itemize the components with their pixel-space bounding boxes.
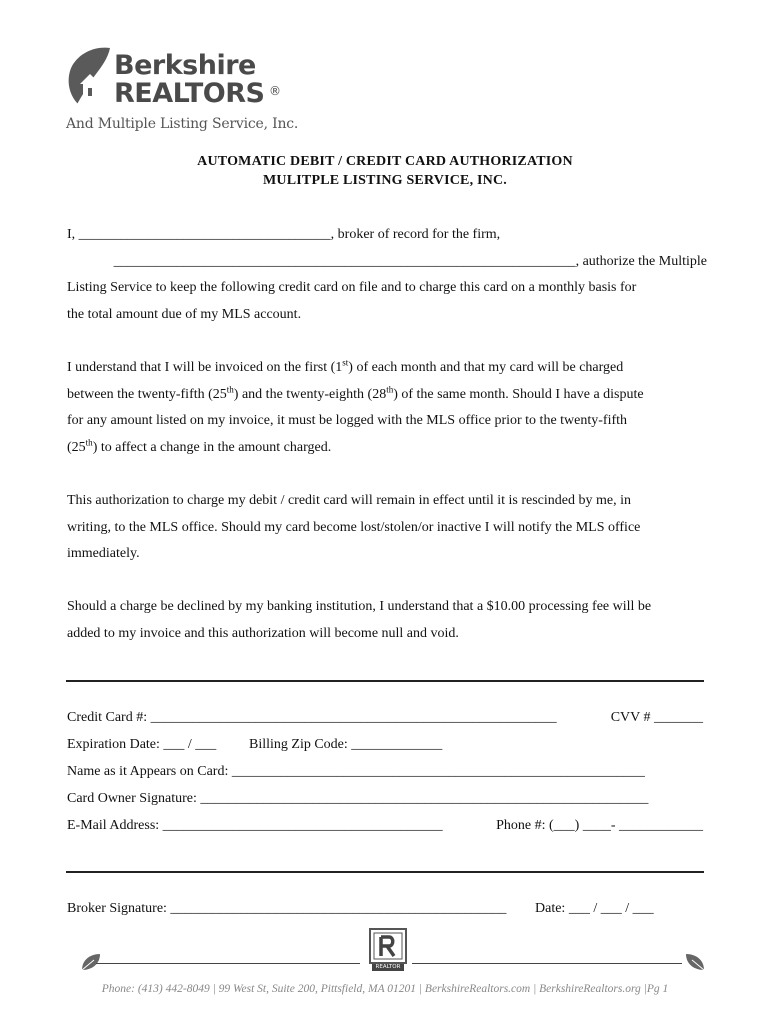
expiration-row [67, 737, 703, 753]
paragraph-line: for any amount listed on my invoice, it must be logged with the MLS office prior to the twenty-fifth [67, 413, 628, 429]
realtor-logo [368, 928, 408, 972]
phone-field[interactable]: Phone #: (___) ____- ____________ [496, 818, 703, 833]
document-title: AUTOMATIC DEBIT / CREDIT CARD AUTHORIZATION [197, 154, 573, 169]
realtor-label: REALTOR [375, 964, 401, 970]
section-divider [66, 871, 704, 873]
name-on-card-row [67, 764, 703, 780]
leaf-left-icon [80, 952, 102, 972]
paragraph-line: Listing Service to keep the following credit card on file and to charge this card on a monthly basis for [67, 280, 637, 296]
house-leaf-icon [66, 44, 116, 110]
paragraph-line: added to my invoice and this authorization will become null and void. [67, 625, 459, 641]
rescind-paragraph [67, 488, 707, 568]
billing-schedule-paragraph [67, 355, 707, 462]
paragraph-line: This authorization to charge my debit / credit card will remain in effect until it is rescinded by me, in [67, 493, 631, 508]
date-field[interactable]: Date: ___ / ___ / ___ [535, 901, 654, 916]
credit-card-field[interactable]: Credit Card #: __________________________________________________________ [67, 710, 557, 725]
email-field[interactable]: E-Mail Address: ________________________________________ [67, 818, 443, 833]
paragraph-line: Should a charge be declined by my banking institution, I understand that a $10.00 processing fee will be [67, 599, 652, 614]
paragraph-line: (25th) to affect a change in the amount charged. [67, 437, 332, 456]
registered-mark: ® [269, 84, 281, 98]
section-divider [66, 680, 704, 682]
footer-contact-info: Phone: (413) 442-8049 | 99 West St, Suite 200, Pittsfield, MA 01201 | BerkshireRealtors.com | BerkshireRealtors.org |Pg 1 [101, 983, 669, 995]
decline-fee-paragraph [67, 594, 707, 647]
paragraph-line: I understand that I will be invoiced on the first (1st) of each month and that my card will be charged [67, 357, 624, 375]
paragraph-line: immediately. [67, 546, 140, 562]
contact-row [67, 818, 703, 834]
footer-divider-left [96, 963, 360, 964]
paragraph-line: I, ____________________________________, broker of record for the firm, [67, 227, 501, 242]
leaf-right-icon [684, 952, 706, 972]
company-logo [66, 44, 326, 136]
document-subtitle: MULITPLE LISTING SERVICE, INC. [263, 173, 507, 188]
cvv-field[interactable]: CVV # _______ [610, 710, 703, 725]
card-owner-signature-field[interactable]: Card Owner Signature: ________________________________________________________________ [67, 791, 649, 806]
broker-signature-row [67, 901, 703, 917]
expiration-date-field[interactable]: Expiration Date: ___ / ___ [67, 737, 217, 752]
paragraph-line: the total amount due of my MLS account. [67, 307, 302, 323]
owner-signature-row [67, 791, 703, 807]
credit-card-row [67, 710, 703, 726]
logo-word-berkshire: Berkshire [114, 50, 256, 81]
footer-divider-right [412, 963, 682, 964]
billing-zip-field[interactable]: Billing Zip Code: _____________ [249, 737, 443, 752]
name-on-card-field[interactable]: Name as it Appears on Card: ___________________________________________________________ [67, 764, 645, 779]
paragraph-line: __________________________________________________________________, authorize the Multiple [113, 253, 707, 269]
paragraph-line: between the twenty-fifth (25th) and the twenty-eighth (28th) of the same month. Should I have a dispute [67, 384, 644, 402]
logo-tagline: And Multiple Listing Service, Inc. [66, 116, 299, 132]
broker-signature-field[interactable]: Broker Signature: ________________________________________________ [67, 901, 507, 916]
paragraph-line: writing, to the MLS office. Should my card become lost/stolen/or inactive I will notify the MLS office [67, 519, 641, 535]
logo-word-realtors: REALTORS [114, 78, 265, 109]
authorization-paragraph [67, 222, 707, 329]
